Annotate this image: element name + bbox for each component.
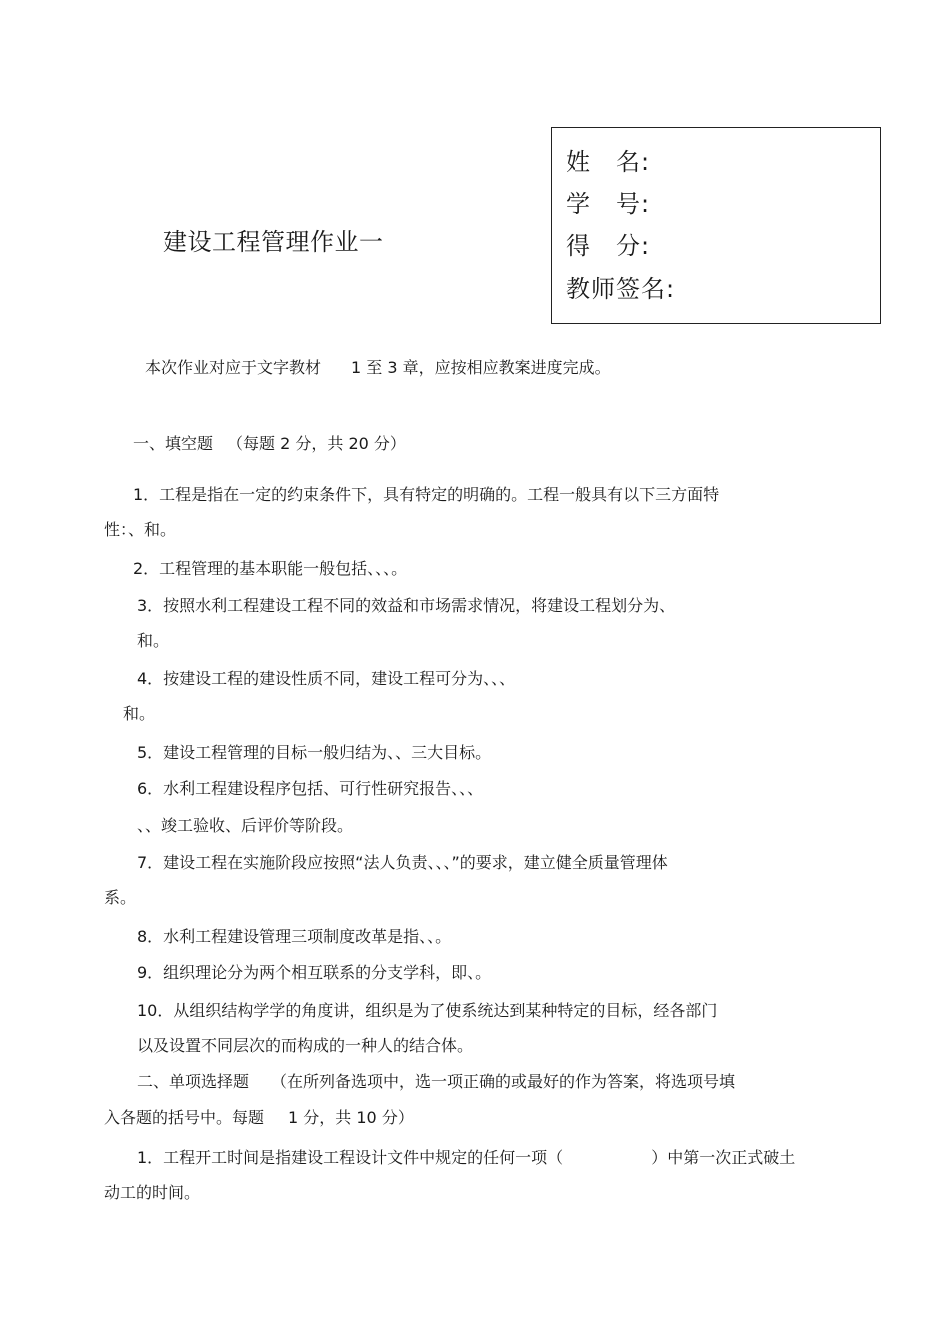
intro-part-1: 本次作业对应于文字教材 <box>145 358 322 377</box>
section-2-heading-line-2 <box>104 1108 414 1128</box>
section-2-instructions: （在所列备选项中，选一项正确的或最好的作为答案，将选项号填 <box>271 1072 736 1091</box>
question-3-line-1: 3．按照水利工程建设工程不同的效益和市场需求情况，将建设工程划分为、 <box>137 596 676 615</box>
question-4-line-2: 和。 <box>123 704 156 723</box>
question-7-line-2: 系。 <box>104 888 137 907</box>
section-1-title: 一、填空题 <box>133 434 214 453</box>
choice-question-1-text-b: ）中第一次正式破土 <box>651 1148 796 1167</box>
question-9: 9．组织理论分为两个相互联系的分支学科，即、。 <box>137 963 492 982</box>
question-3-line-2: 和。 <box>137 631 170 650</box>
choice-question-1-text-a: 1．工程开工时间是指建设工程设计文件中规定的任何一项（ <box>137 1148 564 1167</box>
question-2: 2．工程管理的基本职能一般包括、、、。 <box>133 559 408 578</box>
choice-question-1-line-1 <box>137 1148 795 1168</box>
choice-question-1-line-2: 动工的时间。 <box>104 1183 201 1202</box>
question-1-line-1: 1．工程是指在一定的约束条件下，具有特定的明确的。工程一般具有以下三方面特 <box>133 485 720 504</box>
question-4-line-1: 4．按建设工程的建设性质不同，建设工程可分为、、、 <box>137 669 516 688</box>
question-8: 8．水利工程建设管理三项制度改革是指、、。 <box>137 927 452 946</box>
section-2-title: 二、单项选择题 <box>137 1072 250 1091</box>
document-title: 建设工程管理作业一 <box>163 228 384 256</box>
question-10-line-1: 10．从组织结构学学的角度讲，组织是为了使系统达到某种特定的目标，经各部门 <box>137 1001 718 1020</box>
score-label: 得 分: <box>566 232 651 260</box>
question-6-line-2: 、、竣工验收、后评价等阶段。 <box>137 816 354 835</box>
student-id-label: 学 号: <box>566 190 651 218</box>
question-6-line-1: 6．水利工程建设程序包括、可行性研究报告、、、 <box>137 779 484 798</box>
question-7-line-1: 7．建设工程在实施阶段应按照“法人负责、、、”的要求，建立健全质量管理体 <box>137 853 668 872</box>
name-label: 姓 名: <box>566 148 651 176</box>
section-1-scoring: （每题 2 分，共 20 分） <box>227 434 406 453</box>
teacher-signature-label: 教师签名: <box>566 275 676 303</box>
student-info-box <box>551 127 881 324</box>
question-1-line-2: 性：、和。 <box>104 520 177 539</box>
intro-text <box>145 358 611 378</box>
section-2-heading-line-1 <box>137 1072 735 1092</box>
section-2-scoring: 1 分，共 10 分） <box>288 1108 414 1127</box>
section-2-instructions-cont: 入各题的括号中。每题 <box>104 1108 265 1127</box>
section-1-heading <box>133 434 406 454</box>
intro-part-2: 1 至 3 章，应按相应教案进度完成。 <box>351 358 611 377</box>
question-5: 5．建设工程管理的目标一般归结为、、三大目标。 <box>137 743 492 762</box>
question-10-line-2: 以及设置不同层次的而构成的一种人的结合体。 <box>137 1036 474 1055</box>
